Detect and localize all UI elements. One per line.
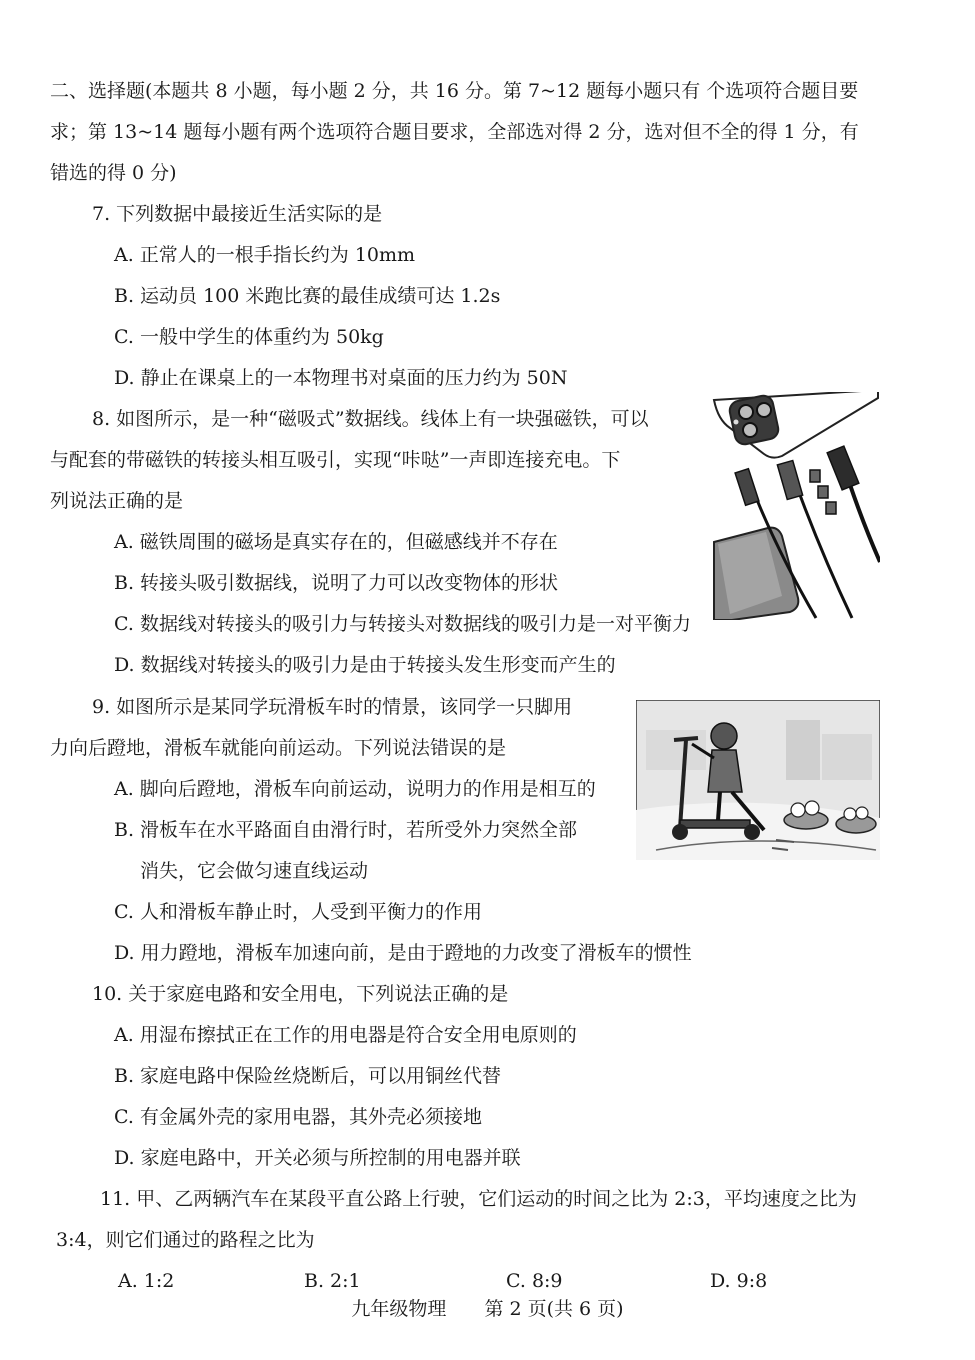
question-7-option-a: A. 正常人的一根手指长约为 10mm [114,244,416,266]
question-9-option-a: A. 脚向后蹬地，滑板车向前运动，说明力的作用是相互的 [114,778,596,800]
question-10-stem: 10. 关于家庭电路和安全用电，下列说法正确的是 [92,983,509,1005]
question-8-option-a: A. 磁铁周围的磁场是真实存在的，但磁感线并不存在 [114,531,558,553]
magnetic-cable-figure [712,392,880,620]
question-11-option-d: D. 9:8 [710,1270,768,1292]
question-8-stem-line-1: 8. 如图所示，是一种“磁吸式”数据线。线体上有一块强磁铁，可以 [92,408,649,430]
section-instructions-line-3: 错选的得 0 分) [50,162,177,184]
question-9-option-b-line-2: 消失，它会做匀速直线运动 [140,860,369,882]
question-9-option-b-line-1: B. 滑板车在水平路面自由滑行时，若所受外力突然全部 [114,819,578,841]
question-8-option-b: B. 转接头吸引数据线，说明了力可以改变物体的形状 [114,572,559,594]
footer-page-number: 第 2 页(共 6 页) [484,1298,624,1320]
question-10-option-c: C. 有金属外壳的家用电器，其外壳必须接地 [114,1106,482,1128]
question-8-stem-line-2: 与配套的带磁铁的转接头相互吸引，实现“咔哒”一声即连接充电。下 [50,449,621,471]
section-instructions-line-2: 求；第 13~14 题每小题有两个选项符合题目要求，全部选对得 2 分，选对但不全的得 1 分，有 [50,121,859,143]
question-7-stem: 7. 下列数据中最接近生活实际的是 [92,203,383,225]
question-11-stem-line-1: 11. 甲、乙两辆汽车在某段平直公路上行驶，它们运动的时间之比为 2:3，平均速度之比为 [100,1188,857,1210]
question-10-option-a: A. 用湿布擦拭正在工作的用电器是符合安全用电原则的 [114,1024,577,1046]
question-10-option-b: B. 家庭电路中保险丝烧断后，可以用铜丝代替 [114,1065,502,1087]
question-8-option-c: C. 数据线对转接头的吸引力与转接头对数据线的吸引力是一对平衡力 [114,613,691,635]
question-10-option-d: D. 家庭电路中，开关必须与所控制的用电器并联 [114,1147,521,1169]
question-7-option-b: B. 运动员 100 米跑比赛的最佳成绩可达 1.2s [114,285,501,307]
question-9-option-c: C. 人和滑板车静止时，人受到平衡力的作用 [114,901,482,923]
question-7-option-d: D. 静止在课桌上的一本物理书对桌面的压力约为 50N [114,367,568,389]
footer-subject: 九年级物理 [351,1298,447,1320]
question-7-option-c: C. 一般中学生的体重约为 50kg [114,326,384,348]
scooter-figure [636,700,880,860]
question-8-stem-line-3: 列说法正确的是 [50,490,184,512]
question-11-option-a: A. 1:2 [118,1270,175,1292]
question-11-stem-line-2: 3:4，则它们通过的路程之比为 [56,1229,315,1251]
question-11-option-c: C. 8:9 [506,1270,563,1292]
page-footer [0,1300,975,1319]
question-9-stem-line-1: 9. 如图所示是某同学玩滑板车时的情景，该同学一只脚用 [92,696,573,718]
question-11-option-b: B. 2:1 [304,1270,361,1292]
question-9-option-d: D. 用力蹬地，滑板车加速向前，是由于蹬地的力改变了滑板车的惯性 [114,942,692,964]
question-8-option-d: D. 数据线对转接头的吸引力是由于转接头发生形变而产生的 [114,654,616,676]
question-9-stem-line-2: 力向后蹬地，滑板车就能向前运动。下列说法错误的是 [50,737,507,759]
section-instructions-line-1: 二、选择题(本题共 8 小题，每小题 2 分，共 16 分。第 7~12 题每小题只有 个选项符合题目要 [50,80,859,102]
